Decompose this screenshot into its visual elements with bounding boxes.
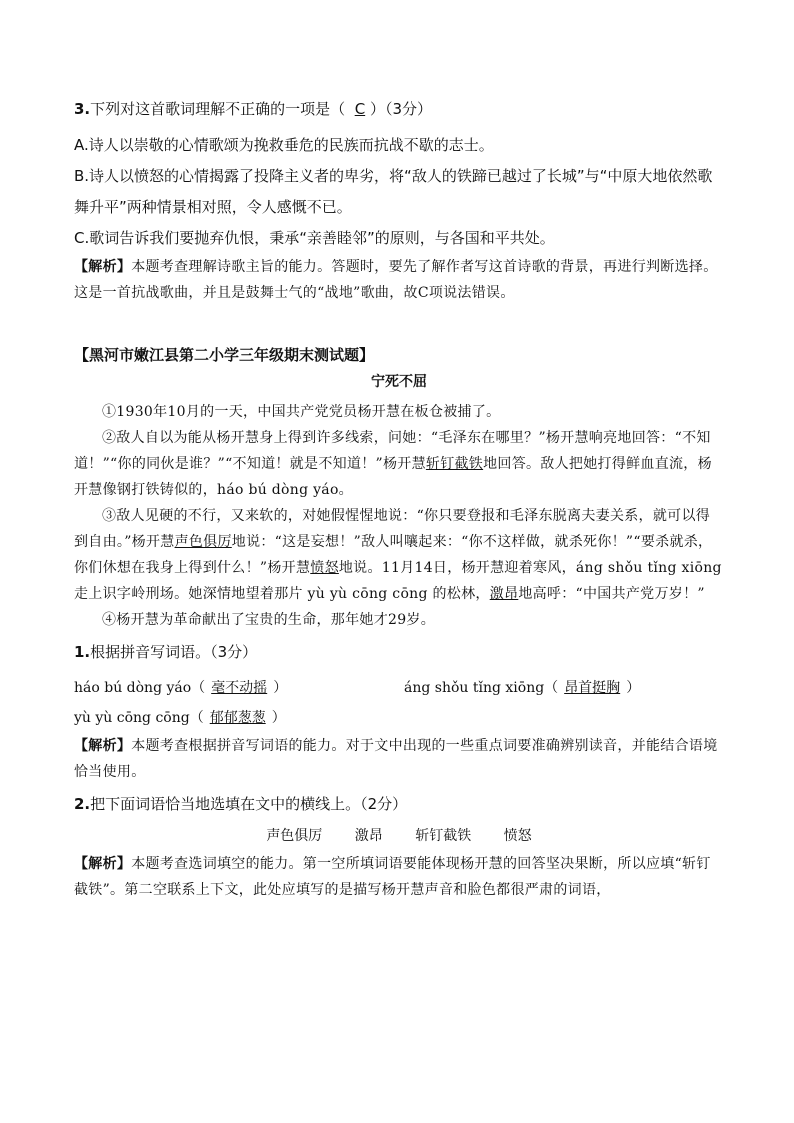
story-paragraph-4: ④杨开慧为革命献出了宝贵的生命，那年她才29岁。 (102, 612, 436, 628)
pinyin-text: háo bú dòng yáo（ (74, 680, 206, 696)
question-3-title (74, 98, 724, 120)
question-answer: C (354, 100, 366, 118)
question-text: 根据拼音写词语。（3分） (90, 643, 258, 661)
pinyin-row-1 (74, 673, 724, 703)
word-bank-item: 愤怒 (503, 828, 532, 844)
question-number: 1. (74, 643, 91, 661)
analysis-tag: 【解析】 (74, 259, 132, 275)
option-a: A.诗人以崇敬的心情歌颂为挽救垂危的民族而抗战不歇的志士。 (74, 136, 494, 154)
question-1-analysis (74, 733, 724, 785)
question-text: 把下面词语恰当地选填在文中的横线上。（2分） (90, 795, 408, 813)
word-bank-item: 激昂 (354, 828, 383, 844)
story-paragraph-3 (74, 503, 724, 607)
answer-fill: 毫不动摇 (211, 680, 268, 696)
section-title: 【黑河市嫩江县第二小学三年级期末测试题】 (74, 346, 375, 364)
pinyin-row-2 (74, 703, 724, 733)
question-2-analysis (74, 851, 724, 903)
option-c: C.歌词告诉我们要抛弃仇恨，秉承“亲善睦邻”的原则，与各国和平共处。 (74, 229, 555, 247)
underlined-word: 声色俱厉 (174, 534, 232, 550)
bracket-close: ） (626, 680, 641, 696)
question-1-title (74, 641, 724, 663)
document-page (74, 98, 724, 903)
question-suffix: ）（3分） (369, 100, 432, 118)
text-segment: 地高呼：“中国共产党万岁！” (518, 586, 705, 602)
answer-fill: 郁郁葱葱 (209, 710, 266, 726)
analysis-tag: 【解析】 (74, 738, 132, 754)
analysis-text: 本题考查根据拼音写词语的能力。对于文中出现的一些重点词要准确辨别读音，并能结合语境恰当使用。 (74, 738, 718, 780)
question-number: 3. (74, 100, 91, 118)
story-paragraph-2 (74, 425, 724, 503)
text-segment: ③敌人见硬的不行，又来软的，对她假惺惺地说：“你只要登报和毛泽东脱离夫妻关系，就可以得到自由。”杨开慧 (74, 508, 711, 550)
word-bank-item: 斩钉截铁 (415, 828, 472, 844)
analysis-text: 本题考查选词填空的能力。第一空所填词语要能体现杨开慧的回答坚决果断，所以应填“斩钉截铁”。第二空联系上下文，此处应填写的是描写杨开慧声音和脸色都很严肃的词语， (74, 856, 711, 898)
pinyin-item (74, 703, 286, 733)
bracket-close: ） (271, 710, 286, 726)
pinyin-item (74, 673, 404, 703)
story-paragraph-1: ①1930年10月的一天，中国共产党党员杨开慧在板仓被捕了。 (102, 404, 501, 420)
word-bank (74, 825, 724, 845)
text-segment: 地说。11月14日，杨开慧迎着寒风，áng shǒu tǐng xiōng 走上识字岭刑场。她深情地望着那片 yù yù cōng cōng 的松林， (74, 560, 722, 602)
bracket-close: ） (273, 680, 288, 696)
text-segment: 地说：“这是妄想！”敌人叫嚷起来：“你不这样做，就杀死你！”“要杀就杀，你们休想在我身上得到什么！”杨开慧 (74, 534, 713, 576)
answer-fill: 昂首挺胸 (564, 680, 621, 696)
text-segment: ②敌人自以为能从杨开慧身上得到许多线索，问她：“毛泽东在哪里？”杨开慧响亮地回答：“不知道！”“你的同伙是谁？”“不知道！就是不知道！”杨开慧 (74, 430, 711, 472)
question-text: 下列对这首歌词理解不正确的一项是（ (90, 100, 346, 118)
underlined-word: 斩钉截铁 (425, 456, 484, 472)
story-title: 宁死不屈 (371, 374, 427, 390)
pinyin-item (404, 673, 640, 703)
pinyin-text: yù yù cōng cōng（ (74, 710, 204, 726)
option-b: B.诗人以愤怒的心情揭露了投降主义者的卑劣，将“敌人的铁蹄已越过了长城”与“中原大地依然歌舞升平”两种情景相对照，令人感慨不已。 (74, 167, 713, 216)
analysis-text: 本题考查理解诗歌主旨的能力。答题时，要先了解作者写这首诗歌的背景，再进行判断选择。这是一首抗战歌曲，并且是鼓舞士气的“战地”歌曲，故C项说法错误。 (74, 259, 718, 301)
question-number: 2. (74, 795, 91, 813)
question-2-title (74, 793, 724, 815)
pinyin-text: áng shǒu tǐng xiōng（ (404, 680, 559, 696)
underlined-word: 激昂 (489, 586, 519, 602)
underlined-word: 愤怒 (310, 560, 339, 576)
question-3-analysis (74, 254, 724, 306)
analysis-tag: 【解析】 (74, 856, 132, 872)
word-bank-item: 声色俱厉 (266, 828, 323, 844)
text-segment: 地回答。敌人把她打得鲜血直流，杨开慧像钢打铁铸似的，háo bú dòng yáo。 (74, 456, 712, 498)
